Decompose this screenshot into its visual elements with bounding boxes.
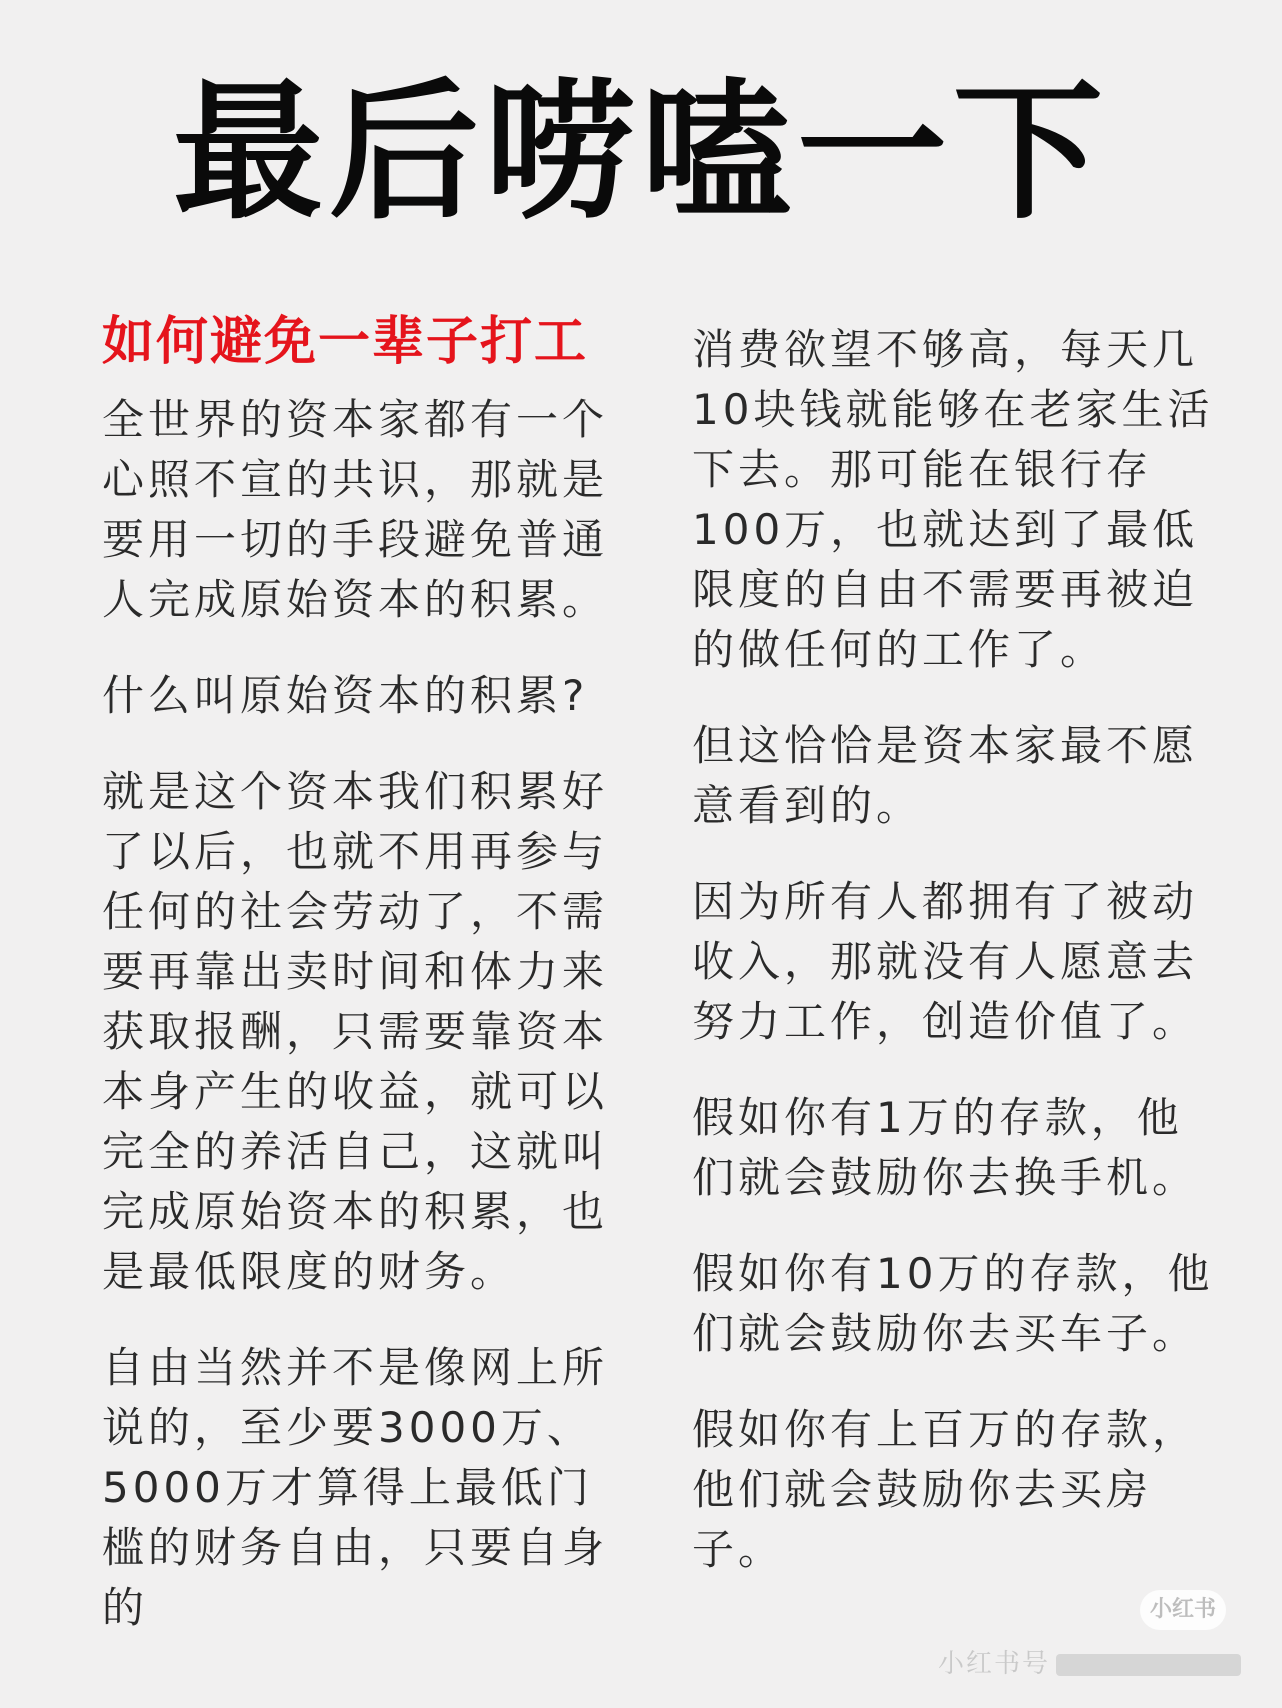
redacted-id: [1056, 1654, 1241, 1676]
paragraph: 全世界的资本家都有一个心照不宣的共识，那就是要用一切的手段避免普通人完成原始资本的积累。: [102, 395, 609, 624]
paragraph: 假如你有1万的存款，他们就会鼓励你去换手机。: [692, 1093, 1199, 1202]
section-heading: 如何避免一辈子打工: [102, 312, 589, 372]
account-watermark: [938, 1643, 1241, 1680]
paragraph: 因为所有人都拥有了被动收入，那就没有人愿意去努力工作，创造价值了。: [692, 877, 1199, 1046]
paragraph: 什么叫原始资本的积累?: [102, 671, 589, 720]
paragraph: 但这恰恰是资本家最不愿意看到的。: [692, 721, 1199, 830]
paragraph: 假如你有10万的存款，他们就会鼓励你去买车子。: [692, 1249, 1214, 1358]
xiaohongshu-logo: 小红书: [1140, 1590, 1226, 1630]
right-column: [692, 320, 1217, 1616]
page-title: 最后唠嗑一下: [172, 66, 1109, 240]
paragraph: 就是这个资本我们积累好了以后，也就不用再参与任何的社会劳动了，不需要再靠出卖时间和体力来获取报酬，只需要靠资本本身产生的收益，就可以完全的养活自己，这就叫完成原始资本的积累，也是最低限度的财务。: [102, 767, 609, 1296]
left-column: [102, 312, 627, 1674]
paragraph: 假如你有上百万的存款，他们就会鼓励你去买房子。: [692, 1405, 1199, 1574]
account-prefix: 小红书号: [938, 1649, 1051, 1679]
paragraph: 消费欲望不够高，每天几10块钱就能够在老家生活下去。那可能在银行存100万，也就达到了最低限度的自由不需要再被迫的做任何的工作了。: [692, 325, 1214, 674]
paragraph: 自由当然并不是像网上所说的，至少要3000万、5000万才算得上最低门槛的财务自由，只要自身的: [102, 1343, 609, 1632]
